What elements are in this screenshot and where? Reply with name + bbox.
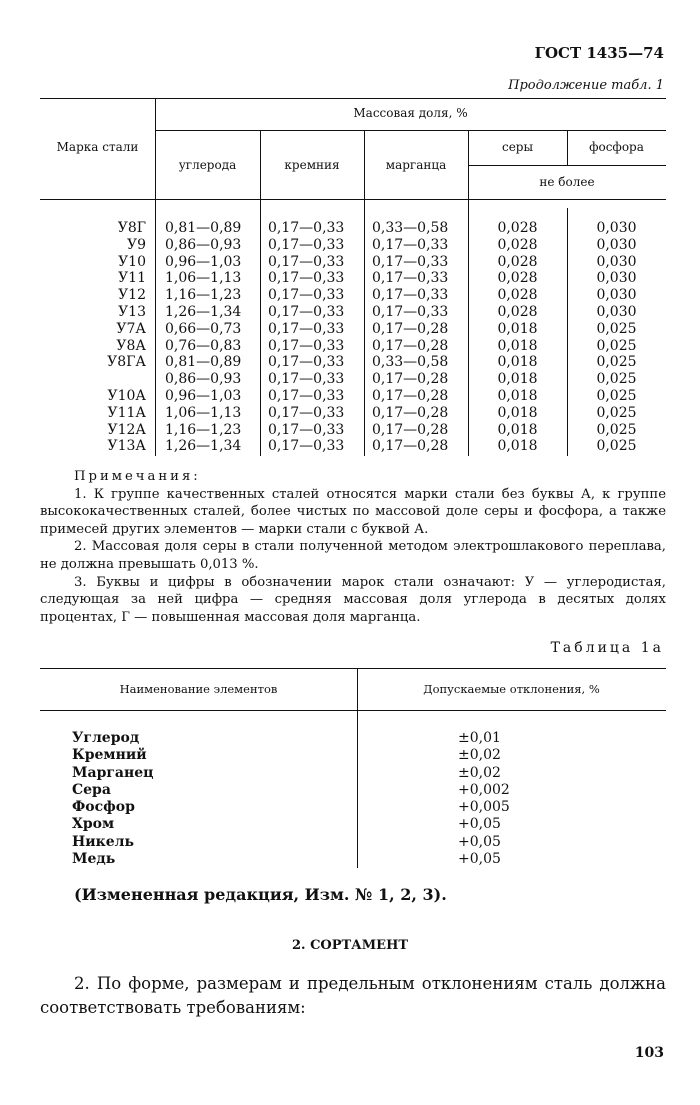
- phosphorus-cell: 0,025: [596, 371, 637, 388]
- table1-vline: [155, 98, 156, 456]
- phosphorus-cell: 0,030: [596, 270, 637, 287]
- table1a-title: Таблица 1а: [550, 640, 664, 656]
- sulfur-cell: 0,018: [497, 421, 538, 438]
- manganese-cell: 0,17—0,33: [372, 253, 449, 270]
- grade-column: [56, 220, 146, 455]
- grade-cell: У13А: [107, 438, 146, 455]
- manganese-cell: 0,17—0,33: [372, 287, 449, 304]
- grade-cell: У11: [118, 270, 146, 287]
- manganese-cell: 0,17—0,33: [372, 303, 449, 320]
- carbon-cell: 1,06—1,13: [165, 404, 242, 421]
- carbon-cell: 1,06—1,13: [165, 270, 242, 287]
- deviation-values-column: [458, 730, 510, 868]
- table1-vline: [260, 130, 261, 456]
- notes: [40, 468, 666, 626]
- header-phosphorus: фосфора: [589, 140, 644, 154]
- grade-cell: У8А: [116, 337, 146, 354]
- manganese-cell: 0,17—0,33: [372, 270, 449, 287]
- silicon-cell: 0,17—0,33: [268, 320, 345, 337]
- silicon-cell: 0,17—0,33: [268, 236, 345, 253]
- manganese-cell: 0,17—0,28: [372, 421, 449, 438]
- carbon-cell: 1,26—1,34: [165, 303, 242, 320]
- section-title: 2. СОРТАМЕНТ: [291, 938, 409, 953]
- element-name-cell: Марганец: [72, 764, 154, 781]
- deviation-value-cell: +0,005: [458, 799, 510, 816]
- silicon-cell: 0,17—0,33: [268, 438, 345, 455]
- phosphorus-column: [567, 220, 666, 455]
- phosphorus-cell: 0,030: [596, 236, 637, 253]
- deviation-value-cell: ±0,01: [458, 730, 501, 746]
- table1a-top-rule: [40, 668, 666, 669]
- table1-header-rule: [40, 199, 666, 200]
- sulfur-cell: 0,028: [497, 236, 538, 253]
- silicon-cell: 0,17—0,33: [268, 270, 345, 287]
- sulfur-cell: 0,018: [497, 371, 538, 388]
- silicon-column: [268, 220, 344, 455]
- element-names-column: [72, 730, 154, 868]
- table1a-header-rule: [40, 710, 666, 711]
- manganese-cell: 0,17—0,28: [372, 404, 449, 421]
- silicon-cell: 0,17—0,33: [268, 287, 345, 304]
- carbon-cell: 1,16—1,23: [165, 421, 242, 438]
- carbon-cell: 0,86—0,93: [165, 371, 242, 388]
- silicon-cell: 0,17—0,33: [268, 421, 345, 438]
- manganese-cell: 0,17—0,28: [372, 387, 449, 404]
- page-number: 103: [634, 1045, 664, 1061]
- silicon-cell: 0,17—0,33: [268, 303, 345, 320]
- sulfur-cell: 0,028: [497, 303, 538, 320]
- deviation-value-cell: +0,05: [458, 833, 501, 850]
- carbon-cell: 0,86—0,93: [165, 236, 242, 253]
- grade-cell: У10: [118, 253, 146, 270]
- sulfur-cell: 0,028: [497, 220, 538, 236]
- element-name-cell: Хром: [72, 816, 115, 833]
- phosphorus-cell: 0,030: [596, 287, 637, 304]
- element-name-cell: Сера: [72, 781, 111, 798]
- table1-sub-rule: [468, 165, 666, 166]
- sulfur-cell: 0,018: [497, 337, 538, 354]
- header-deviation: Допускаемые отклонения, %: [423, 682, 600, 696]
- table1-top-rule: [40, 98, 666, 99]
- sulfur-column: [468, 220, 567, 455]
- header-mass-fraction: Массовая доля, %: [353, 106, 468, 120]
- deviation-value-cell: ±0,02: [458, 764, 501, 781]
- sulfur-cell: 0,018: [497, 354, 538, 371]
- silicon-cell: 0,17—0,33: [268, 337, 345, 354]
- deviation-value-cell: +0,05: [458, 851, 501, 868]
- silicon-cell: 0,17—0,33: [268, 404, 345, 421]
- grade-cell: [56, 371, 146, 388]
- manganese-cell: 0,17—0,28: [372, 320, 449, 337]
- element-name-cell: Углерод: [72, 730, 140, 746]
- phosphorus-cell: 0,025: [596, 354, 637, 371]
- silicon-cell: 0,17—0,33: [268, 354, 345, 371]
- carbon-cell: 1,26—1,34: [165, 438, 242, 455]
- grade-cell: У13: [118, 303, 146, 320]
- grade-cell: У12: [118, 287, 146, 304]
- header-sulfur: серы: [501, 140, 534, 154]
- manganese-cell: 0,33—0,58: [372, 354, 449, 371]
- table1a-vline: [357, 668, 358, 868]
- standard-header: ГОСТ 1435—74: [534, 44, 664, 62]
- paragraph: 2. По форме, размерам и предельным отклонениям сталь должна соответствовать требованиям:: [40, 974, 666, 1017]
- sulfur-cell: 0,028: [497, 287, 538, 304]
- note-3: 3. Буквы и цифры в обозначении марок стали означают: У — углеродистая, следующая за ней цифра — средняя массовая доля углерода в десятых долях процентах, Г — повышенная массовая доля марганца.: [40, 574, 666, 625]
- carbon-cell: 0,66—0,73: [165, 320, 242, 337]
- phosphorus-cell: 0,025: [596, 387, 637, 404]
- sulfur-cell: 0,018: [497, 320, 538, 337]
- notes-title: Примечания:: [74, 469, 201, 484]
- manganese-cell: 0,17—0,33: [372, 236, 449, 253]
- element-name-cell: Никель: [72, 833, 135, 850]
- grade-cell: У9: [126, 236, 146, 253]
- carbon-column: [165, 220, 241, 455]
- sulfur-cell: 0,028: [497, 253, 538, 270]
- header-manganese: марганца: [385, 158, 447, 172]
- grade-cell: У12А: [107, 421, 146, 438]
- manganese-cell: 0,33—0,58: [372, 220, 449, 236]
- grade-cell: У11А: [107, 404, 146, 421]
- element-name-cell: Медь: [72, 851, 116, 868]
- phosphorus-cell: 0,030: [596, 253, 637, 270]
- deviation-value-cell: +0,05: [458, 816, 501, 833]
- silicon-cell: 0,17—0,33: [268, 371, 345, 388]
- phosphorus-cell: 0,025: [596, 421, 637, 438]
- table1-vline: [364, 130, 365, 456]
- header-silicon: кремния: [284, 158, 340, 172]
- carbon-cell: 1,16—1,23: [165, 287, 242, 304]
- grade-cell: У8ГА: [107, 354, 146, 371]
- phosphorus-cell: 0,025: [596, 337, 637, 354]
- header-carbon: углерода: [178, 158, 237, 172]
- deviation-value-cell: +0,002: [458, 781, 510, 798]
- element-name-cell: Фосфор: [72, 799, 135, 816]
- table1-group-rule: [155, 130, 666, 131]
- phosphorus-cell: 0,025: [596, 320, 637, 337]
- note-1: 1. К группе качественных сталей относятся марки стали без буквы А, к группе высококачественных сталей, более чистых по массовой доле серы и фосфора, а также примесей других элементов — марки стали с буквой А.: [40, 486, 666, 537]
- element-name-cell: Кремний: [72, 747, 147, 764]
- sulfur-cell: 0,018: [497, 404, 538, 421]
- carbon-cell: 0,76—0,83: [165, 337, 242, 354]
- header-grade: Марка стали: [56, 140, 139, 154]
- revision-note: (Измененная редакция, Изм. № 1, 2, 3).: [74, 885, 447, 904]
- silicon-cell: 0,17—0,33: [268, 387, 345, 404]
- manganese-cell: 0,17—0,28: [372, 371, 449, 388]
- manganese-column: [372, 220, 448, 455]
- sulfur-cell: 0,018: [497, 438, 538, 455]
- grade-cell: У10А: [107, 387, 146, 404]
- carbon-cell: 0,81—0,89: [165, 354, 242, 371]
- sulfur-cell: 0,018: [497, 387, 538, 404]
- phosphorus-cell: 0,030: [596, 220, 637, 236]
- phosphorus-cell: 0,025: [596, 438, 637, 455]
- manganese-cell: 0,17—0,28: [372, 337, 449, 354]
- grade-cell: У8Г: [117, 220, 146, 236]
- continuation-label: Продолжение табл. 1: [508, 78, 664, 93]
- silicon-cell: 0,17—0,33: [268, 220, 345, 236]
- header-element-name: Наименование элементов: [119, 682, 278, 696]
- silicon-cell: 0,17—0,33: [268, 253, 345, 270]
- phosphorus-cell: 0,025: [596, 404, 637, 421]
- header-no-more: не более: [539, 175, 595, 189]
- sulfur-cell: 0,028: [497, 270, 538, 287]
- manganese-cell: 0,17—0,28: [372, 438, 449, 455]
- note-2: 2. Массовая доля серы в стали полученной методом электрошлакового переплава, не должна превышать 0,013 %.: [40, 539, 666, 572]
- phosphorus-cell: 0,030: [596, 303, 637, 320]
- deviation-value-cell: ±0,02: [458, 747, 501, 764]
- carbon-cell: 0,96—1,03: [165, 387, 242, 404]
- grade-cell: У7А: [116, 320, 146, 337]
- carbon-cell: 0,96—1,03: [165, 253, 242, 270]
- carbon-cell: 0,81—0,89: [165, 220, 242, 236]
